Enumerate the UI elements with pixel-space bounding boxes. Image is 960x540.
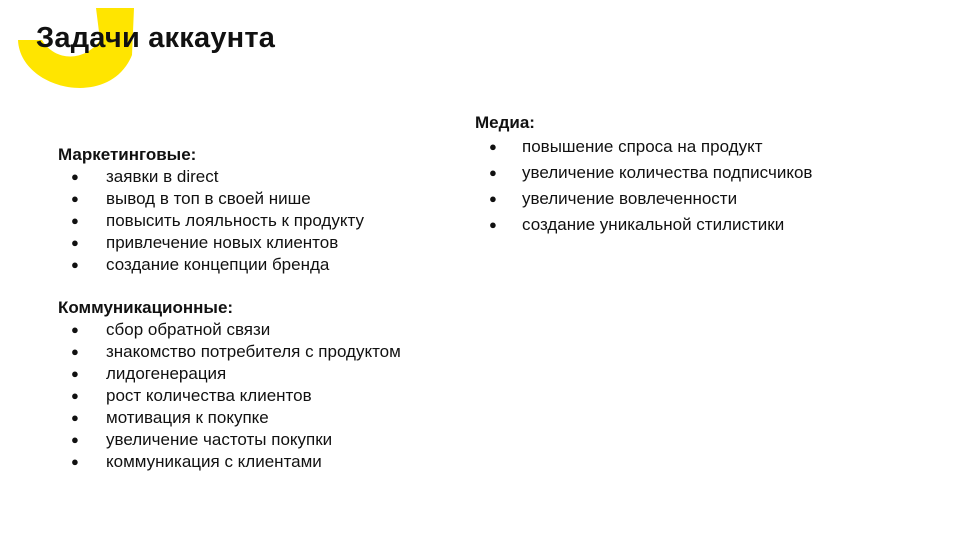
slide-title: Задачи аккаунта — [36, 22, 276, 54]
bullet-icon: ● — [71, 169, 79, 184]
marketing-list — [58, 166, 364, 276]
list-item-label: привлечение новых клиентов — [106, 233, 339, 252]
list-item-label: вывод в топ в своей нише — [106, 189, 311, 208]
bullet-icon: ● — [71, 454, 79, 469]
list-item-label: повышение спроса на продукт — [522, 137, 763, 156]
bullet-icon: ● — [489, 165, 497, 180]
list-item — [58, 188, 364, 210]
list-item — [58, 166, 364, 188]
list-item — [58, 385, 401, 407]
bullet-icon: ● — [71, 213, 79, 228]
bullet-icon: ● — [489, 139, 497, 154]
list-item — [58, 429, 401, 451]
bullet-icon: ● — [71, 257, 79, 272]
list-item-label: повысить лояльность к продукту — [106, 211, 364, 230]
list-item-label: увеличение вовлеченности — [522, 189, 738, 208]
list-item — [58, 363, 401, 385]
communication-heading: Коммуникационные: — [58, 298, 234, 317]
bullet-icon: ● — [71, 344, 79, 359]
list-item — [58, 254, 364, 276]
marketing-section — [58, 144, 364, 276]
list-item-label: лидогенерация — [106, 364, 227, 383]
bullet-icon: ● — [71, 366, 79, 381]
bullet-icon: ● — [71, 388, 79, 403]
list-item-label: увеличение частоты покупки — [106, 430, 333, 449]
bullet-icon: ● — [71, 410, 79, 425]
list-item-label: рост количества клиентов — [106, 386, 312, 405]
list-item — [58, 232, 364, 254]
list-item-label: заявки в direct — [106, 167, 219, 186]
media-section — [475, 112, 812, 238]
list-item — [475, 186, 812, 212]
list-item — [475, 134, 812, 160]
list-item — [58, 319, 401, 341]
list-item — [58, 341, 401, 363]
list-item — [58, 210, 364, 232]
list-item-label: увеличение количества подписчиков — [522, 163, 813, 182]
list-item — [58, 451, 401, 473]
bullet-icon: ● — [71, 322, 79, 337]
bullet-icon: ● — [489, 217, 497, 232]
communication-section — [58, 297, 401, 473]
media-heading: Медиа: — [475, 113, 535, 132]
bullet-icon: ● — [71, 432, 79, 447]
yellow-arc-decoration — [0, 0, 160, 110]
list-item-label: сбор обратной связи — [106, 320, 271, 339]
list-item — [475, 212, 812, 238]
list-item — [58, 407, 401, 429]
list-item-label: знакомство потребителя с продуктом — [106, 342, 401, 361]
marketing-heading: Маркетинговые: — [58, 145, 197, 164]
list-item-label: коммуникация с клиентами — [106, 452, 322, 471]
bullet-icon: ● — [71, 235, 79, 250]
list-item-label: создание уникальной стилистики — [522, 215, 785, 234]
list-item — [475, 160, 812, 186]
communication-list — [58, 319, 401, 473]
list-item-label: создание концепции бренда — [106, 255, 330, 274]
bullet-icon: ● — [489, 191, 497, 206]
bullet-icon: ● — [71, 191, 79, 206]
list-item-label: мотивация к покупке — [106, 408, 269, 427]
media-list — [475, 134, 812, 238]
